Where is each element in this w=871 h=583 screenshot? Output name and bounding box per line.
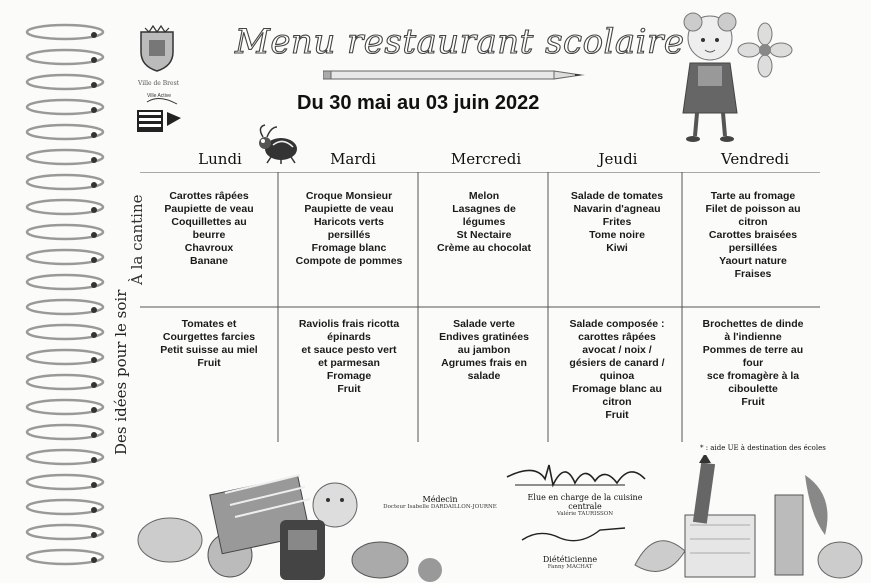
lunch-wednesday — [420, 190, 548, 255]
menu-line: quinoa — [599, 370, 635, 382]
menu-line: citron — [602, 396, 632, 408]
day-header-thursday: Jeudi — [598, 150, 638, 168]
food-illustration-icon — [130, 445, 460, 583]
kitchen-illustration-icon — [625, 455, 865, 583]
menu-line: gésiers de canard / — [569, 357, 665, 369]
spiral-ring — [27, 275, 103, 289]
menu-line: au jambon — [457, 344, 511, 356]
menu-line: Tarte au fromage — [710, 190, 796, 202]
menu-line: Frites — [602, 216, 632, 228]
spiral-hole — [91, 157, 97, 163]
spiral-hole — [91, 132, 97, 138]
menu-line: Filet de poisson au — [705, 203, 801, 215]
day-header-monday: Lundi — [198, 150, 242, 168]
spiral-hole — [91, 557, 97, 563]
city-crest-icon — [137, 24, 177, 72]
spiral-ring — [27, 175, 103, 189]
spiral-ring — [27, 100, 103, 114]
menu-line: Fromage blanc — [311, 242, 387, 254]
menu-line: Compote de pommes — [295, 255, 403, 267]
spiral-hole — [91, 232, 97, 238]
spiral-hole — [91, 182, 97, 188]
menu-line: légumes — [462, 216, 506, 228]
menu-line: Endives gratinées — [439, 331, 529, 343]
menu-line: Fromage — [326, 370, 372, 382]
menu-line: St Nectaire — [456, 229, 512, 241]
elected-name: Valérie TAURISSON — [556, 511, 614, 517]
menu-line: citron — [738, 216, 768, 228]
menu-line: salade — [467, 370, 501, 382]
menu-line: Fraises — [734, 268, 772, 280]
menu-line: persillées — [728, 242, 778, 254]
menu-line: carottes râpées — [578, 331, 656, 343]
lunch-friday — [686, 190, 820, 281]
spiral-ring — [27, 225, 103, 239]
spiral-ring — [27, 350, 103, 364]
spiral-ring — [27, 525, 103, 539]
lunch-tuesday — [281, 190, 417, 268]
spiral-hole — [91, 82, 97, 88]
menu-line: Courgettes farcies — [162, 331, 256, 343]
menu-line: Paupiette de veau — [304, 203, 394, 215]
evening-wednesday — [420, 318, 548, 383]
doctor-name: Docteur Isabelle DARDAILLON-JOURNE — [383, 504, 497, 510]
day-header-tuesday: Mardi — [330, 150, 376, 168]
spiral-hole — [91, 457, 97, 463]
day-header-wednesday: Mercredi — [450, 150, 522, 168]
spiral-hole — [91, 32, 97, 38]
partner-logo-icon — [133, 96, 185, 136]
spiral-hole — [91, 482, 97, 488]
menu-line: Carottes râpées — [169, 190, 249, 202]
spiral-ring — [27, 125, 103, 139]
dietitian-signature — [520, 555, 620, 570]
spiral-hole — [91, 207, 97, 213]
spiral-ring — [27, 375, 103, 389]
menu-line: Salade composée : — [569, 318, 665, 330]
menu-line: Melon — [468, 190, 500, 202]
menu-line: Fromage blanc au — [572, 383, 662, 395]
menu-line: Haricots verts — [313, 216, 385, 228]
evening-monday — [140, 318, 278, 370]
signature-machat-icon — [520, 520, 630, 550]
menu-line: sce fromagère à la — [706, 370, 800, 382]
crest-label: Ville de Brest — [138, 80, 180, 87]
spiral-binding — [10, 20, 105, 580]
menu-line: Kiwi — [606, 242, 628, 254]
spiral-hole — [91, 407, 97, 413]
spiral-ring — [27, 50, 103, 64]
menu-line: Chavroux — [184, 242, 234, 254]
evening-tuesday — [281, 318, 417, 396]
elected-role: Elue en charge de la cuisine centrale — [527, 493, 643, 511]
menu-line: Tomates et — [181, 318, 237, 330]
spiral-ring — [27, 200, 103, 214]
menu-line: Croque Monsieur — [305, 190, 393, 202]
menu-line: épinards — [327, 331, 371, 343]
spiral-ring — [27, 250, 103, 264]
sidebar-canteen-caption: À la cantine — [128, 194, 146, 285]
menu-line: et sauce pesto vert — [301, 344, 397, 356]
doctor-role: Médecin — [422, 495, 458, 504]
spiral-ring — [27, 400, 103, 414]
menu-line: four — [742, 357, 764, 369]
sidebar-evening-caption: Des idées pour le soir — [112, 289, 130, 455]
spiral-hole — [91, 507, 97, 513]
menu-line: Lasagnes de — [452, 203, 516, 215]
spiral-hole — [91, 332, 97, 338]
lunch-monday — [140, 190, 278, 268]
spiral-hole — [91, 382, 97, 388]
menu-line: persillés — [327, 229, 371, 241]
menu-line: Yaourt nature — [719, 255, 787, 267]
day-header-friday: Vendredi — [720, 150, 790, 168]
spiral-ring — [27, 500, 103, 514]
menu-title: Menu restaurant scolaire — [235, 22, 685, 62]
menu-line: Fruit — [741, 396, 765, 408]
spiral-ring — [27, 450, 103, 464]
doctor-signature — [375, 495, 505, 510]
menu-line: Coquillettes au — [171, 216, 247, 228]
spiral-hole — [91, 57, 97, 63]
menu-line: Raviolis frais ricotta — [298, 318, 400, 330]
menu-line: Banane — [190, 255, 228, 267]
spiral-ring — [27, 475, 103, 489]
menu-line: Paupiette de veau — [164, 203, 254, 215]
menu-line: Carottes braisées — [708, 229, 798, 241]
spiral-hole — [91, 257, 97, 263]
spiral-hole — [91, 107, 97, 113]
spiral-hole — [91, 532, 97, 538]
evening-friday — [686, 318, 820, 409]
partner-label: Ville Active — [147, 93, 172, 99]
menu-dates: Du 30 mai au 03 juin 2022 — [297, 92, 540, 114]
menu-line: Crème au chocolat — [437, 242, 531, 254]
menu-line: Brochettes de dinde — [702, 318, 804, 330]
menu-line: Petit suisse au miel — [160, 344, 258, 356]
pencil-icon — [323, 67, 588, 83]
lunch-thursday — [551, 190, 683, 255]
spiral-ring — [27, 300, 103, 314]
menu-line: Fruit — [197, 357, 221, 369]
spiral-ring — [27, 325, 103, 339]
footnote: * : aide UE à destination des écoles — [700, 444, 826, 452]
spiral-ring — [27, 25, 103, 39]
dietitian-role: Diététicienne — [542, 555, 598, 564]
spiral-hole — [91, 282, 97, 288]
spiral-ring — [27, 75, 103, 89]
menu-line: et parmesan — [318, 357, 380, 369]
menu-line: Pommes de terre au — [702, 344, 804, 356]
menu-line: beurre — [192, 229, 226, 241]
menu-line: avocat / noix / — [582, 344, 652, 356]
dietitian-name: Fanny MACHAT — [547, 564, 593, 570]
menu-line: Fruit — [605, 409, 629, 421]
spiral-ring — [27, 150, 103, 164]
menu-line: à l'indienne — [724, 331, 782, 343]
evening-thursday — [551, 318, 683, 422]
spiral-ring — [27, 425, 103, 439]
menu-line: Navarin d'agneau — [573, 203, 661, 215]
menu-line: Salade verte — [453, 318, 515, 330]
menu-line: Fruit — [337, 383, 361, 395]
spiral-hole — [91, 307, 97, 313]
menu-line: ciboulette — [728, 383, 778, 395]
menu-line: Salade de tomates — [570, 190, 664, 202]
spiral-ring — [27, 550, 103, 564]
flower-icon — [735, 20, 795, 80]
spiral-hole — [91, 432, 97, 438]
menu-line: Tome noire — [589, 229, 645, 241]
spiral-hole — [91, 357, 97, 363]
menu-line: Agrumes frais en — [441, 357, 527, 369]
